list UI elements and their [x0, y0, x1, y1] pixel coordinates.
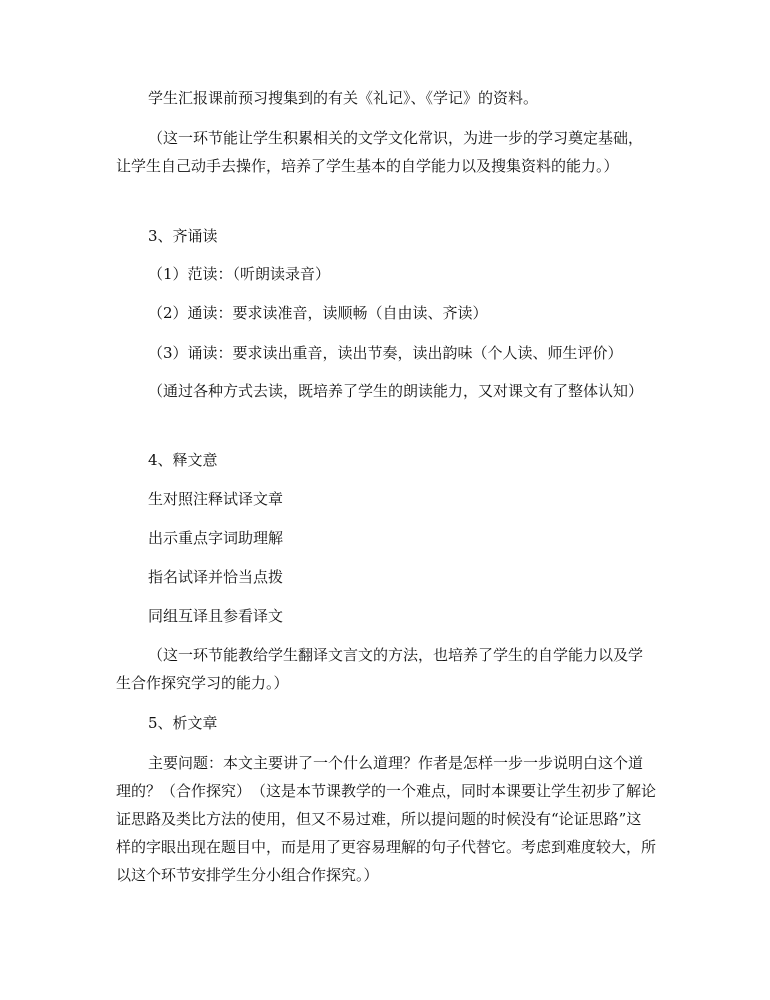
paragraph-note-reading: （通过各种方式去读，既培养了学生的朗读能力，又对课文有了整体认知） [148, 382, 644, 400]
heading-analyze: 5、析文章 [148, 714, 218, 732]
paragraph-model-reading: （1）范读：（听朗读录音） [148, 265, 331, 283]
paragraph-note-knowledge: （这一环节能让学生积累相关的文学文化常识，为进一步的学习奠定基础，让学生自己动手去操作，培养了学生基本的自学能力以及搜集资料的能力。） [116, 129, 644, 175]
paragraph-main-question: 主要问题：本文主要讲了一个什么道理？作者是怎样一步一步说明白这个道理的？（合作探究） （这是本节课教学的一个难点，同时本课要让学生初步了解论证思路及类比方法的使用，但又不易过难，所以提问题的时候没有“论证思路”这样的字眼出现在题目中，而是用了更容易理解的句子代替它。考虑到难度较大，所以这个环节安排学生分小组合作探究。） [116, 754, 657, 884]
paragraph-key-words: 出示重点字词助理解 [148, 529, 284, 547]
paragraph-report: 学生汇报课前预习搜集到的有关《礼记》、《学记》的资料。 [148, 89, 539, 107]
paragraph-note-translation: （这一环节能教给学生翻译文言文的方法，也培养了学生的自学能力以及学生合作探究学习的能力。） [116, 646, 644, 692]
paragraph-named-translation: 指名试译并恰当点拨 [148, 568, 284, 586]
paragraph-read-through: （2）通读：要求读准音，读顺畅（自由读、齐读） [148, 304, 488, 322]
paragraph-group-translation: 同组互译且参看译文 [148, 607, 284, 625]
paragraph-recitation: （3）诵读：要求读出重音，读出节奏，读出韵味（个人读、师生评价） [148, 344, 623, 362]
heading-recite: 3、齐诵读 [148, 227, 218, 245]
paragraph-translate-notes: 生对照注释试译文章 [148, 490, 284, 508]
heading-interpret: 4、释文意 [148, 451, 218, 469]
